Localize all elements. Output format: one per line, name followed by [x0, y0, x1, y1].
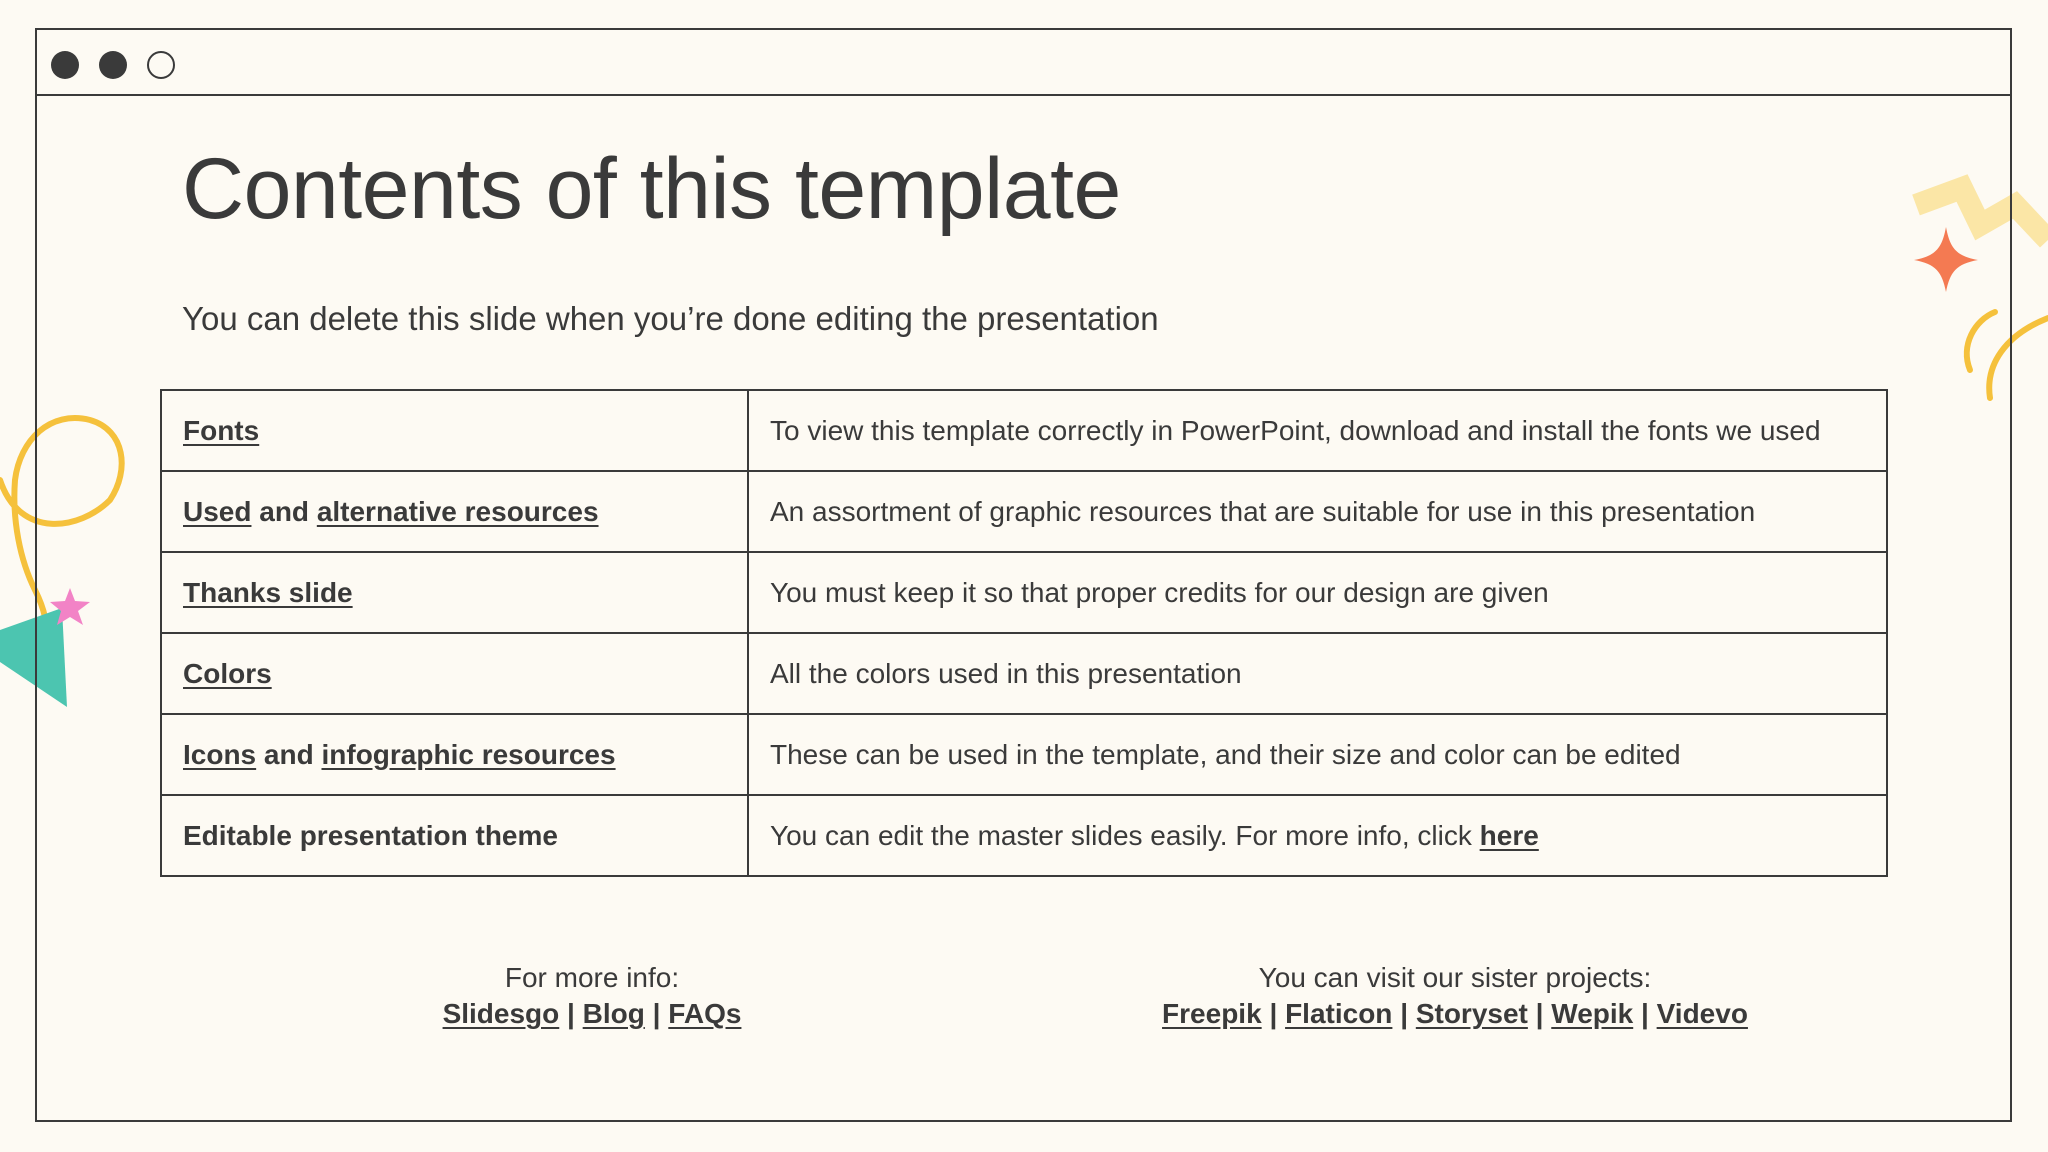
table-cell-description: To view this template correctly in PowerPoint, download and install the fonts we used — [748, 390, 1887, 471]
videvo-link[interactable]: Videvo — [1656, 998, 1748, 1029]
link-separator: | — [1269, 998, 1278, 1029]
window-dot-3 — [147, 51, 175, 79]
footer-more-info-label: For more info: — [504, 962, 680, 993]
thanks-slide-link[interactable]: Thanks slide — [183, 576, 353, 608]
slide-title: Contents of this template — [182, 141, 1121, 237]
slidesgo-link[interactable]: Slidesgo — [442, 998, 560, 1029]
alternative-resources-link[interactable]: alternative resources — [316, 495, 599, 527]
joiner-text: and — [251, 495, 317, 527]
freepik-link[interactable]: Freepik — [1162, 998, 1262, 1029]
footer-sister-projects-links — [1155, 996, 1755, 1032]
link-separator: | — [1535, 998, 1544, 1029]
table-row — [161, 471, 1887, 552]
link-separator: | — [1400, 998, 1409, 1029]
footer-more-info — [442, 960, 742, 1032]
table-cell-description: All the colors used in this presentation — [748, 633, 1887, 714]
table-cell-description — [748, 795, 1887, 876]
table-cell-topic — [161, 471, 748, 552]
footer-more-info-links — [442, 996, 742, 1032]
storyset-link[interactable]: Storyset — [1415, 998, 1528, 1029]
joiner-text: and — [256, 738, 322, 770]
link-separator: | — [567, 998, 575, 1029]
used-resources-link[interactable]: Used — [183, 495, 252, 527]
icons-link[interactable]: Icons — [183, 738, 257, 770]
here-link[interactable]: here — [1479, 819, 1539, 851]
link-separator: | — [652, 998, 661, 1029]
fonts-link[interactable]: Fonts — [183, 414, 260, 446]
table-row — [161, 633, 1887, 714]
table-cell-topic — [161, 795, 748, 876]
table-row — [161, 552, 1887, 633]
link-separator: | — [1641, 998, 1649, 1029]
table-cell-description: An assortment of graphic resources that are suitable for use in this presentation — [748, 471, 1887, 552]
table-cell-topic — [161, 390, 748, 471]
table-cell-topic — [161, 714, 748, 795]
table-row — [161, 795, 1887, 876]
window-dot-1 — [51, 51, 79, 79]
flaticon-link[interactable]: Flaticon — [1285, 998, 1393, 1029]
infographic-resources-link[interactable]: infographic resources — [321, 738, 616, 770]
editable-theme-label: Editable presentation theme — [183, 819, 558, 851]
table-cell-topic — [161, 633, 748, 714]
table-cell-description: You must keep it so that proper credits for our design are given — [748, 552, 1887, 633]
wepik-link[interactable]: Wepik — [1551, 998, 1634, 1029]
editable-theme-description: You can edit the master slides easily. For more info, click — [770, 819, 1480, 851]
footer-sister-projects-label: You can visit our sister projects: — [1258, 962, 1652, 993]
window-titlebar — [37, 30, 2010, 96]
contents-table — [160, 389, 1888, 877]
blog-link[interactable]: Blog — [582, 998, 645, 1029]
slide-subtitle: You can delete this slide when you’re done editing the presentation — [182, 300, 1159, 337]
table-cell-topic — [161, 552, 748, 633]
table-row — [161, 390, 1887, 471]
footer-sister-projects — [1155, 960, 1755, 1032]
faqs-link[interactable]: FAQs — [668, 998, 742, 1029]
colors-link[interactable]: Colors — [183, 657, 272, 689]
window-dot-2 — [99, 51, 127, 79]
table-row — [161, 714, 1887, 795]
table-cell-description: These can be used in the template, and their size and color can be edited — [748, 714, 1887, 795]
